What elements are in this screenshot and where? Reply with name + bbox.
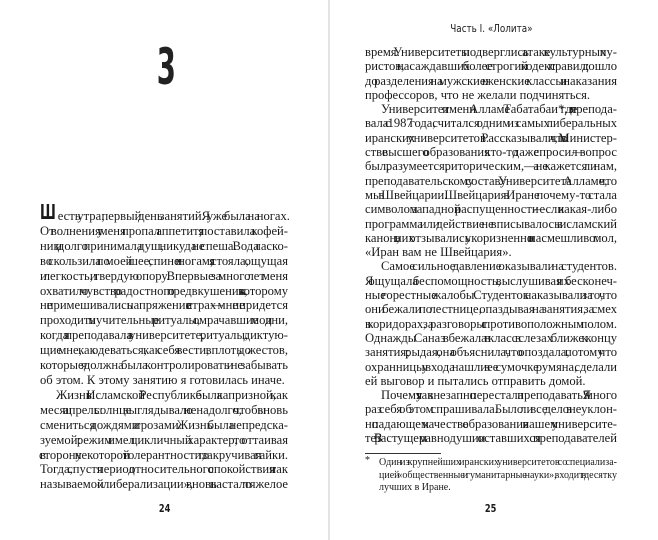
text-line: [365, 388, 617, 402]
text-line-content: те? В растущем равнодушии оставшихся преподавателей: [365, 431, 617, 446]
text-line-content: во скользила по моей шее, спине и ногам; я стояла, ощущая: [40, 253, 288, 268]
text-line: [365, 302, 617, 316]
text-line: [40, 313, 288, 328]
text-line-content: зуемой: режим имел цикличный характер, то оттаивая: [40, 432, 288, 447]
text-line: [365, 217, 617, 231]
text-line-content: об этом. К этому занятию я готовилась иначе.: [40, 372, 285, 387]
text-line: [379, 482, 617, 495]
page-number-left: [150, 502, 180, 516]
text-line: [40, 477, 288, 492]
text-line-content: которые я должна была контролировать и не забывать: [40, 358, 288, 373]
text-line: [365, 274, 617, 288]
text-line-content: Почему я так внезапно перестала преподавать? Я много: [381, 388, 617, 403]
text-line-content: профессоров, что не желали подчиняться.: [365, 87, 591, 102]
page-number-text: 25: [485, 502, 497, 515]
text-line-content: не примешивались напряжение и страх — мне не придется: [40, 298, 288, 313]
text-line-content: в коридорах, за разговоры с противоположным полом.: [365, 316, 617, 331]
text-line-content: Самое сильное давление оказывали на студентов.: [381, 259, 617, 274]
text-line-content: Университет имени Алламе Табатабаи*, где я препода-: [381, 102, 617, 117]
text-line: [365, 202, 617, 216]
text-line: [40, 433, 288, 448]
text-line: [365, 116, 617, 130]
text-line: [40, 462, 288, 477]
text-line: [365, 317, 617, 331]
text-line-content: занятия; рыдая, она объяснила, что опоздала, потому что: [365, 345, 617, 360]
text-line-content: в сторону некоторой толерантности, то закручивая гайки.: [40, 447, 288, 462]
text-line-content: «Иран вам не Швейцария».: [365, 245, 512, 260]
left-page-body: [40, 199, 290, 492]
text-line: [365, 188, 617, 202]
text-line-content: ристов, насаждавших более строгий кодекс правил; дошло: [365, 59, 617, 74]
footnote-body: [379, 457, 617, 495]
text-line: [40, 343, 288, 358]
text-line: [365, 288, 617, 302]
text-line: [365, 74, 617, 88]
text-line: [365, 88, 617, 102]
text-line-content: раз себя об этом спрашивала. Было ли все дело в неуклон-: [365, 402, 617, 417]
text-line-content: охватило чувство радостного предвкушения, к которому: [40, 283, 288, 298]
text-line-content: охранницы у входа нашли в ее сумочке румяна, сделали: [365, 359, 617, 374]
text-line-content: лучших в Иране.: [379, 482, 451, 493]
text-line-content: мы в Швейцарии. Швейцария в Иране почему-то стала: [365, 187, 617, 202]
text-line-content: Один из крупнейших иранских университетов со специализа-: [379, 457, 617, 468]
text-line-content: но падающем качестве образования в нашем университе-: [365, 416, 617, 431]
text-line: [40, 298, 288, 313]
text-line: [40, 254, 288, 269]
text-line-content: От волнения у меня пропал аппетит; я поставила кофей-: [40, 223, 288, 238]
text-line: [365, 374, 617, 388]
text-line: [365, 245, 617, 259]
text-line-content: вала с 1987 года, считался одним из самых либеральных: [365, 116, 617, 131]
text-line-content: ные горестные жалобы. Студенток наказывали за то, что: [365, 288, 617, 303]
text-line: [365, 231, 617, 245]
drop-cap: Ш: [40, 199, 56, 225]
text-line: [365, 402, 617, 416]
text-line: [365, 431, 617, 445]
text-line: [365, 345, 617, 359]
page-number-text: 24: [159, 502, 171, 515]
text-line: [365, 174, 617, 188]
text-line-content: называемой «либерализации», вновь настало тяжелое: [40, 477, 288, 492]
text-line: [365, 102, 617, 116]
text-line-content: иранских университетов. Рассказывали, что в Министер-: [365, 130, 617, 145]
page-number-right: [476, 502, 506, 516]
text-line-content: когда я преподавала в университете, ритуалы, диктую-: [40, 328, 288, 343]
footnote: [365, 457, 617, 495]
text-line-content: есть утра; первый день занятий. Я уже была на ногах.: [57, 209, 290, 223]
text-line-content: канон, о них отзывались укоризненно и насмешливо: мол,: [365, 230, 617, 245]
text-line-content: месяц апрель: солнце выглядывало ненадолго, чтобы вновь: [40, 402, 288, 417]
text-line: [40, 373, 288, 388]
text-line-content: ей выговор и пытались отправить домой.: [365, 373, 586, 388]
text-line: [365, 59, 617, 73]
text-line-content: проходить мучительные ритуалы, омрачавшие мои дни,: [40, 313, 288, 328]
footnote-marker: *: [365, 455, 370, 466]
text-line: [40, 239, 288, 254]
text-line: [365, 259, 617, 273]
text-line: [365, 45, 617, 59]
text-line: [365, 131, 617, 145]
text-line: [40, 269, 288, 284]
text-line: [365, 145, 617, 159]
text-line-content: время. Университеты подверглись атаке культурных пу-: [365, 45, 617, 59]
text-line-content: символом западной распущенности — если какая-либо: [365, 202, 617, 217]
text-line-content: цией «общественные и гуманитарные науки», входит в десятку: [379, 469, 617, 481]
text-line: [379, 457, 617, 470]
text-line-content: и легкость, и твердую опору. Впервые за много лет меня: [40, 268, 288, 283]
text-line-content: был, разумеется, риторическим,— а не кажется ли нам,: [365, 159, 617, 174]
text-line-content: стве высшего образования кто-то даже спросил — вопрос: [365, 145, 617, 160]
text-line-content: программа или действие не вписывалось в исламский: [365, 216, 617, 231]
text-line: [40, 403, 288, 418]
text-line-content: до разделения на мужские и женские классы и наказания: [365, 73, 617, 88]
running-head-text: Часть I. «Лолита»: [449, 22, 533, 35]
text-line-content: они бежали по лестнице, опаздывая на занятия, за смех: [365, 302, 617, 317]
text-line: [40, 328, 288, 343]
text-line: [40, 199, 290, 225]
right-page-body: [365, 45, 617, 445]
text-line: [40, 388, 288, 403]
text-line-content: ник и долго принимала душ, никуда не спеша. Вода ласко-: [40, 238, 288, 253]
text-line-content: Однажды Саназ вбежала в класс в слезах ближе к концу: [365, 330, 617, 345]
text-line: [40, 358, 288, 373]
running-head: [365, 22, 617, 36]
chapter-number: 3: [156, 38, 176, 96]
text-line: [365, 360, 617, 374]
footnote-rule: [365, 453, 441, 454]
text-line: [379, 470, 617, 483]
text-line-content: преподавательскому составу Университета Алламе, что: [365, 173, 617, 188]
text-line-content: Жизнь в Исламской Республике была капризной, как: [56, 387, 288, 402]
text-line: [365, 417, 617, 431]
book-spine: [328, 0, 330, 540]
text-line-content: щие мне, как одеваться, как себя вести, вплоть до жестов,: [40, 343, 288, 358]
text-line: [40, 418, 288, 433]
text-line: [365, 159, 617, 173]
text-line: [40, 224, 288, 239]
text-line: [40, 448, 288, 463]
text-line-content: Я ощущала беспомощность, выслушивая их бесконеч-: [365, 273, 617, 288]
text-line-content: Тогда, спустя период относительного спокойствия и так: [40, 462, 288, 477]
text-line-content: смениться дождями и грозами. Жизнь была непредска-: [40, 417, 288, 432]
text-line: [40, 284, 288, 299]
text-line: [365, 331, 617, 345]
